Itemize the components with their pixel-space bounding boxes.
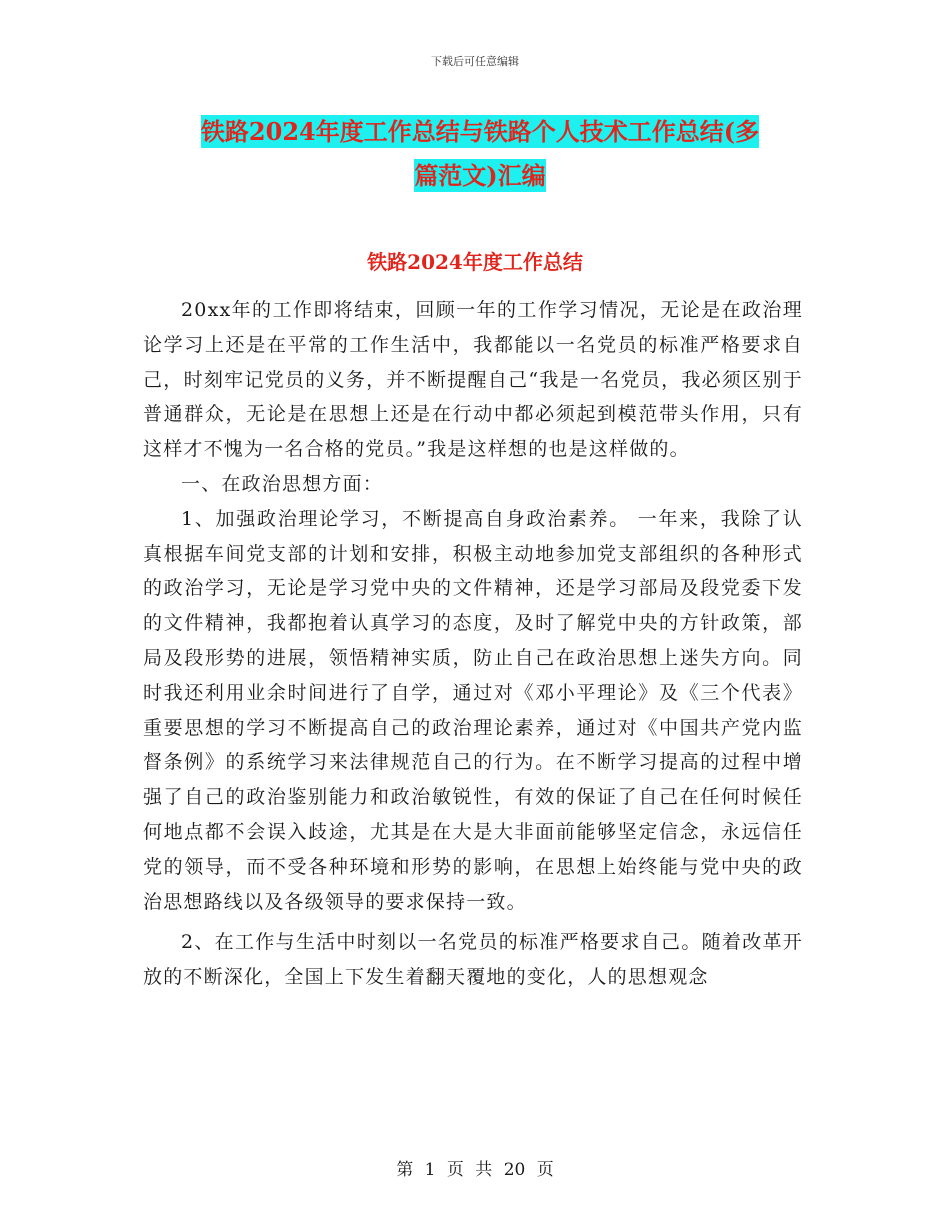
page-number: 第 1 页 共 20 页 [396, 1160, 554, 1180]
body-text [143, 293, 803, 995]
paragraph-heading-political: 一、在政治思想方面： [181, 472, 384, 495]
section-title: 铁路2024年度工作总结 [367, 250, 583, 274]
header-note: 下载后可任意编辑 [431, 55, 519, 68]
paragraph-item-2: 2、在工作与生活中时刻以一名党员的标准严格要求自己。随着改革开放的不断深化，全国上下发生着翻天覆地的变化，人的思想观念 [143, 931, 803, 989]
title-line-2: 篇范文)汇编 [414, 161, 546, 190]
document-title [140, 110, 820, 198]
paragraph-intro: 20xx年的工作即将结束，回顾一年的工作学习情况，无论是在政治理论学习上还是在平常的工作生活中，我都能以一名党员的标准严格要求自己，时刻牢记党员的义务，并不断提醒自己“我是一名党员，我必须区别于普通群众，无论是在思想上还是在行动中都必须起到模范带头作用，只有这样才不愧为一名合格的党员。”我是这样想的也是这样做的。 [143, 299, 803, 461]
paragraph-item-1: 1、加强政治理论学习，不断提高自身政治素养。 一年来，我除了认真根据车间党支部的计划和安排，积极主动地参加党支部组织的各种形式的政治学习，无论是学习党中央的文件精神，还是学习部局及段党委下发的文件精神，我都抱着认真学习的态度，及时了解党中央的方针政策，部局及段形势的进展，领悟精神实质，防止自己在政治思想上迷失方向。同时我还利用业余时间进行了自学，通过对《邓小平理论》及《三个代表》重要思想的学习不断提高自己的政治理论素养，通过对《中国共产党内监督条例》的系统学习来法律规范自己的行为。在不断学习提高的过程中增强了自己的政治鉴别能力和政治敏锐性，有效的保证了自己在任何时候任何地点都不会误入歧途，尤其是在大是大非面前能够坚定信念，永远信任党的领导，而不受各种环境和形势的影响，在思想上始终能与党中央的政治思想路线以及各级领导的要求保持一致。 [143, 507, 803, 913]
title-line-1: 铁路2024年度工作总结与铁路个人技术工作总结(多 [200, 117, 760, 146]
